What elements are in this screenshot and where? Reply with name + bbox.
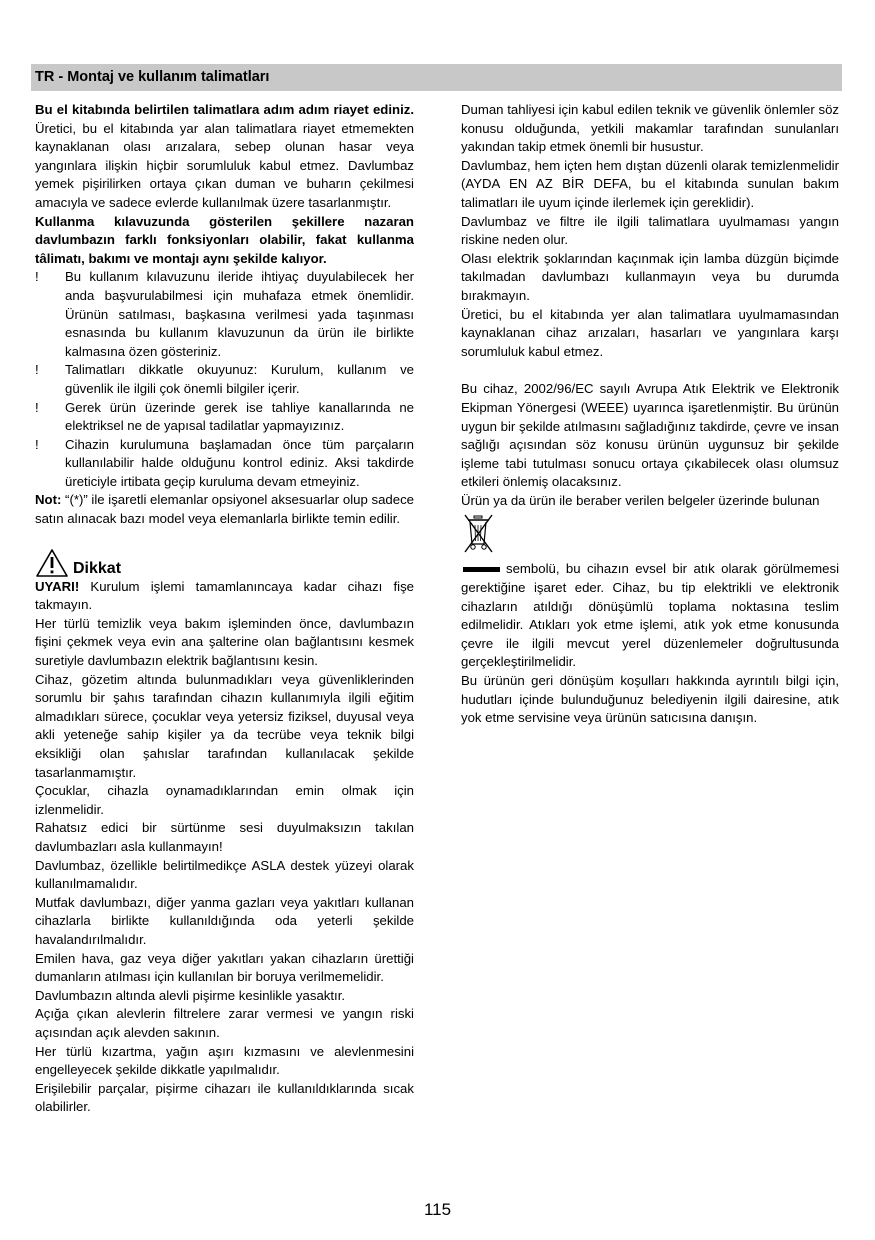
info-paragraph: Duman tahliyesi için kabul edilen teknik ve güvenlik önlemler söz konusu olduğunda, yetkili makamlar tarafından sunulanları yakından takip etmek önemli bir husustur. [461,102,839,155]
safety-paragraph: Her türlü temizlik veya bakım işleminden önce, davlumbazın fişini çekmek veya evin ana şalterine olan bağlantısını kesmek suretiyle davlumbazın elektrik bağlantısını kesin. [35,615,414,669]
warning-title: Dikkat [73,559,122,577]
page-number: 115 [423,1200,452,1219]
safety-paragraph: Açığa çıkan alevlerin filtrelere zarar vermesi ve yangın riski açısından açık alevden sakının. [35,1006,414,1040]
safety-paragraph: Rahatsız edici bir sürtünme sesi duyulmaksızın takılan davlumbazları asla kullanmayın! [35,820,414,854]
safety-paragraph: Erişilebilir parçalar, pişirme cihazarı ile kullanıldıklarında sıcak olabilirler. [35,1080,414,1115]
exclamation-mark: ! [35,399,39,415]
info-paragraph: Davlumbaz ve filtre ile ilgili talimatlara uyulmaması yangın riskine neden olur. [461,213,839,248]
bullet-text: Gerek ürün üzerinde gerek ise tahliye kanallarında ne elektriksel ne de yapısal tadilatlar yapmayızınız. [65,399,414,434]
recycle-paragraph: Bu ürünün geri dönüşüm koşulları hakkında ayrıntılı bilgi için, hudutları içinde bulunduğunuz belediyenin ilgili dairesine, atık yok etme servisine veya ürünün satıcısına danışın. [461,673,839,726]
note-label: Not: [35,492,62,508]
warning-paragraph [35,578,414,615]
black-bar-icon [463,567,500,572]
safety-paragraph: Davlumbazın altında alevli pişirme kesinlikle yasaktır. [35,987,346,1003]
info-paragraph: Üretici, bu el kitabında yer alan talimatlara uyulmamasından kaynaklanan cihaz arızaları, hasarları ve yangınlara karşı sorumluluk kabul etmez. [461,306,839,359]
intro-paragraph [35,101,414,213]
exclamation-mark: ! [35,362,39,378]
section-title: TR - Montaj ve kullanım talimatları [31,64,842,91]
bullet-item [35,361,414,398]
weee-paragraph: Bu cihaz, 2002/96/EC sayılı Avrupa Atık Elektrik ve Elektronik Ekipman Yönergesi (WEEE) uyarınca işaretlenmiştir. Bu ürünün uygun bir şekilde atılmasını sağladığınız takdirde, çevre ve insan sağlığı açısından söz konusu ürünün uygunsuz bir şekilde işleme tabi tutulması sonucu ortaya çıkabilecek olası olumsuz etkileri önlemiş olacaksınız. [461,381,839,490]
symbol-intro: Ürün ya da ürün ile beraber verilen belgeler üzerinde bulunan [461,492,820,508]
left-column [35,101,414,1117]
warning-text: Kurulum işlemi tamamlanıncaya kadar cihazı fişe takmayın. [35,578,414,613]
warning-label: UYARI! [35,578,80,594]
crossed-bin-icon [463,512,495,556]
safety-paragraph: Cihaz, gözetim altında bulunmadıkları veya güvenliklerinden sorumlu bir şahıs tarafından cihazın kullanımıyla ilgili eğitim almadıkları sürece, çocuklar veya yetersiz fiziksel, duyusal veya akli yeteneğe sahip kişiler ya da tecrübe veya teknik bilgi eksikliği olan şahıslar tarafından kullanılacak şekilde tasarlanmamıştır. [35,671,414,780]
info-paragraph: Davlumbaz, hem içten hem dıştan düzenli olarak temizlenmelidir (AYDA EN AZ BİR DEFA, bu el kitabında sunulan bakım talimatları ile uyum içinde ilerlemek için gereklidir). [461,157,839,210]
figures-bold: Kullanma kılavuzunda gösterilen şekillere nazaran davlumbazın farklı fonksiyonları olabilir, fakat kullanma tâlimatı, bakımı ve montajı aynı şekilde kalıyor. [35,213,414,266]
info-paragraph: Olası elektrik şoklarından kaçınmak için lamba düzgün biçimde takılmadan davlumbazı kullanmayın veya bu durumda bırakmayın. [461,250,839,303]
bullet-text: Cihazin kurulumuna başlamadan önce tüm parçaların kullanılabilir halde olduğunu kontrol ediniz. Aksi takdirde üreticiyle irtibata geçip kuruluma devam etmeyiniz. [65,436,414,489]
note-text: “(*)” ile işaretli elemanlar opsiyonel aksesuarlar olup sadece satın alınacak bazı model veya elemanlarla birlikte temin edilir. [35,492,414,527]
right-column [461,101,839,728]
warning-triangle-icon [35,548,69,578]
bullet-item [35,436,414,492]
intro-text: Üretici, bu el kitabında yar alan talimatlara riayet etmemekten kaynaklanan olası arızalara, sebep olunan hasar veya yangınlara ilişkin hiçbir sorumluluk kabul etmez. Davlumbaz yemek pişirilirken ortaya çıkan duman ve buharın çekilmesi amacıyla ve sadece evlerde kullanılmak üzere tasarlanmıştır. [35,120,414,210]
symbol-text: sembolü, bu cihazın evsel bir atık olarak görülmemesi gerektiğine işaret eder. Cihaz, bu tip elektrikli ve elektronik cihazların atıldığı dönüşümlü toplama noktasına teslim edilmelidir. Atıkları yok etme işlemi, atık yok etme konusunda çevre ile ilgili mevcut yerel düzenlemeler doğrultusunda gerçekleştirilmelidir. [461,561,839,670]
bullet-text: Bu kullanım kılavuzunu ileride ihtiyaç duyulabilecek her anda başvurulabilmesi için muhafaza etmek önemlidir. Ürünün satılması, başkasına verilmesi yada taşınması esnasında bu kullanım klavuzunun da ürün ile birlikte kalmasına özen gösteriniz. [65,269,414,359]
spacer [461,361,839,380]
bullet-item [35,399,414,436]
intro-bold: Bu el kitabında belirtilen talimatlara adım adım riayet ediniz. [35,102,414,117]
figures-note [35,213,414,269]
bullet-text: Talimatları dikkatle okuyunuz: Kurulum, kullanım ve güvenlik ile ilgili çok önemli bilgiler içerir. [65,362,414,396]
symbol-paragraph [461,560,839,672]
note-paragraph [35,491,414,528]
bullet-item [35,268,414,361]
exclamation-mark: ! [35,269,39,285]
safety-paragraph: Çocuklar, cihazla oynamadıklarından emin olmak için izlenmelidir. [35,783,414,817]
exclamation-mark: ! [35,436,39,452]
safety-paragraph: Mutfak davlumbazı, diğer yanma gazları veya yakıtları kullanan cihazlarla birlikte kullanıldığında oda yeterli şekilde havalandırılmalıdır. [35,894,414,947]
weee-symbol-row [461,512,839,560]
warning-heading [35,548,414,578]
safety-paragraph: Davlumbaz, özellikle belirtilmedikçe ASLA destek yüzeyi olarak kullanılmamalıdır. [35,857,414,892]
safety-paragraph: Emilen hava, gaz veya diğer yakıtları yakan cihazların ürettiği dumanların atılması için kullanılan bir boruya verilmemelidir. [35,950,414,985]
safety-paragraph: Her türlü kızartma, yağın aşırı kızmasını ve alevlenmesini engelleyecek şekilde dikkatle yapılmalıdır. [35,1043,414,1078]
